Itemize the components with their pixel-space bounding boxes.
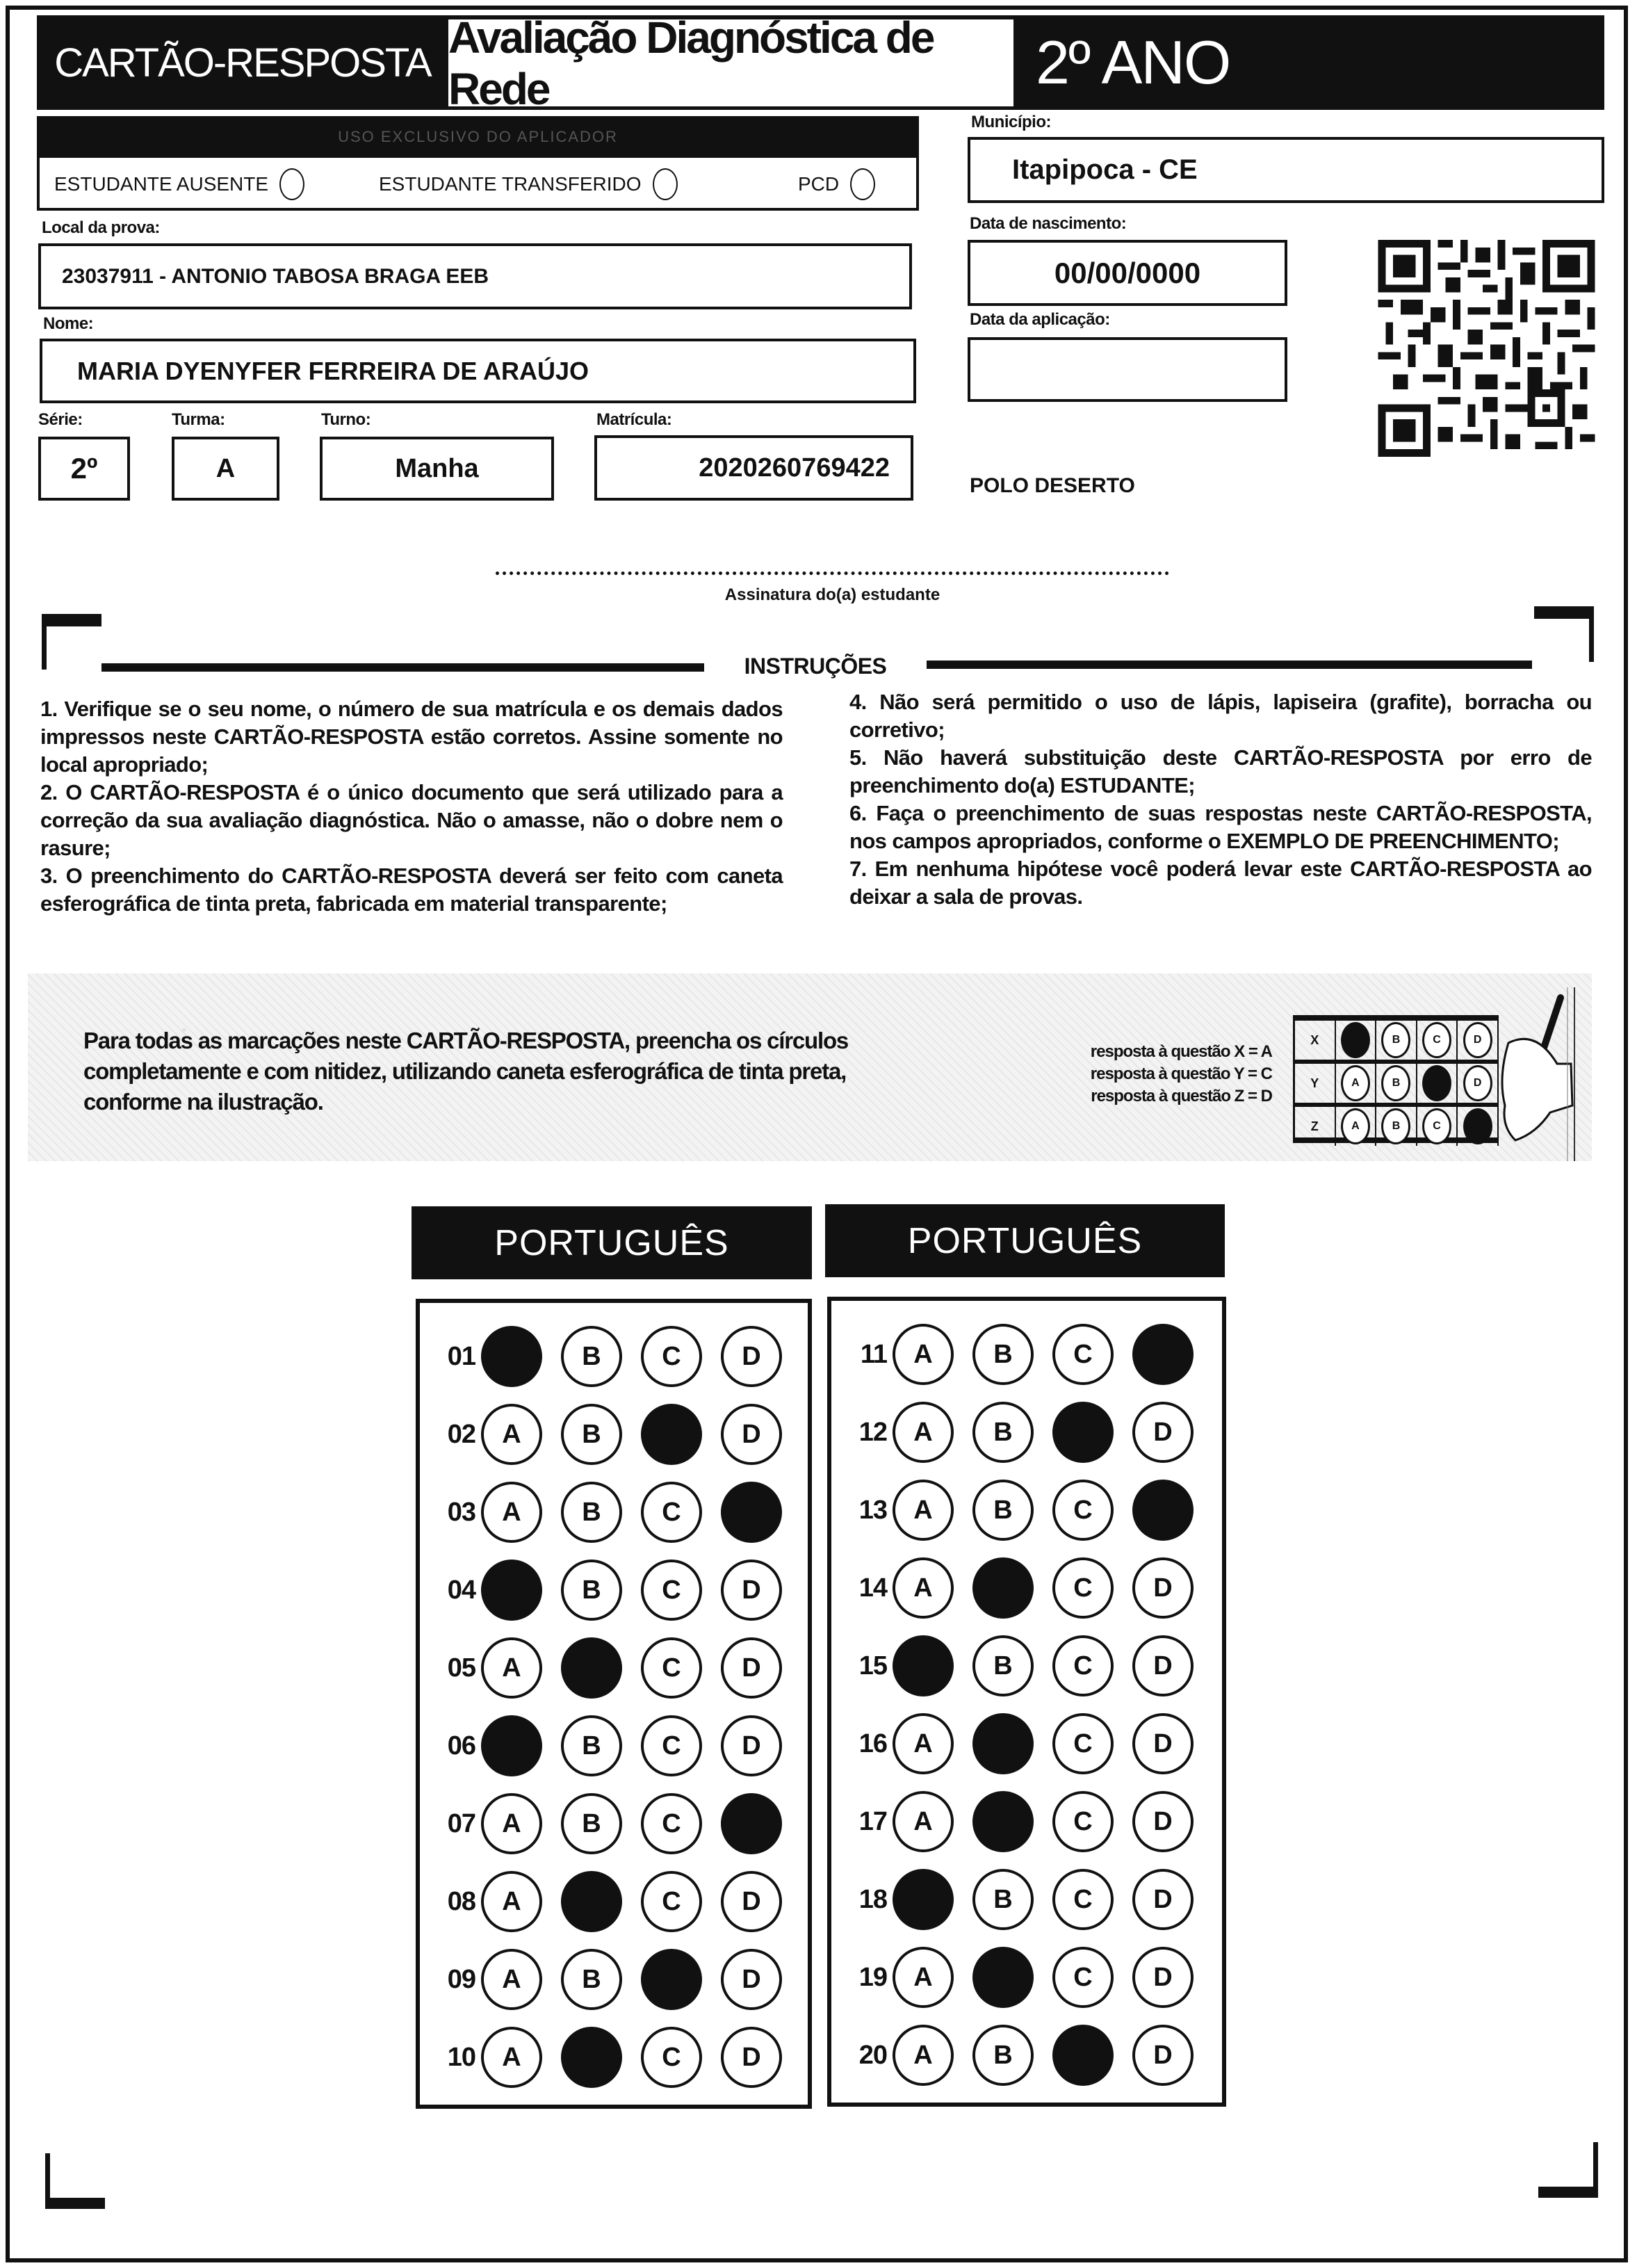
example-row-y: [1295, 1064, 1499, 1107]
instruction-item: 1. Verifique se o seu nome, o número de sua matrícula e os demais dados impressos neste CARTÃO-RESPOSTA estão corretos. Assine somente no local apropriado;: [40, 697, 783, 777]
example-bubble-a-filled: [1341, 1022, 1370, 1058]
answer-bubble-d[interactable]: D: [1132, 1402, 1194, 1463]
example-row-z: [1295, 1107, 1499, 1146]
answer-bubble-d[interactable]: D: [1132, 1869, 1194, 1930]
fill-example-text: Para todas as marcações neste CARTÃO-RESPOSTA, preencha os círculos completamente e com nitidez, utilizando caneta esferográfica de tinta preta, conforme na ilustração.: [83, 1028, 849, 1115]
answer-bubble-c-marked[interactable]: [641, 1404, 702, 1465]
question-number: 01: [447, 1341, 475, 1371]
absent-radio[interactable]: [279, 168, 304, 200]
municipio-label: Município:: [971, 113, 1051, 131]
answer-bubble-d[interactable]: D: [721, 1715, 782, 1776]
question-number: 12: [858, 1417, 887, 1447]
instructions-rule-left: [101, 663, 704, 672]
corner-marker-top-left: [42, 614, 101, 670]
turma-label: Turma:: [172, 410, 225, 429]
question-number: 10: [447, 2042, 475, 2072]
question-row: [844, 1866, 1212, 1933]
question-row: [432, 1635, 801, 1701]
question-row: [432, 1868, 801, 1935]
answer-bubble-d[interactable]: D: [1132, 1791, 1194, 1852]
answer-bubble-c-marked[interactable]: [1052, 2025, 1114, 2086]
question-row: [844, 1321, 1212, 1388]
answer-bubble-b[interactable]: B: [972, 1480, 1034, 1541]
corner-marker-bottom-left: [45, 2153, 105, 2209]
local-prova-field: [38, 243, 912, 309]
answer-bubble-a[interactable]: A: [893, 1324, 954, 1385]
answer-bubble-c[interactable]: C: [641, 1482, 702, 1543]
example-bubble-c: C: [1422, 1108, 1451, 1144]
instruction-item: 5. Não haverá substituição deste CARTÃO-RESPOSTA por erro de preenchimento do(a) ESTUDANTE;: [849, 745, 1592, 797]
question-row: [844, 1633, 1212, 1699]
question-number: 15: [858, 1651, 887, 1680]
answer-bubble-a[interactable]: A: [893, 1402, 954, 1463]
answer-bubble-a[interactable]: A: [481, 1404, 542, 1465]
answer-bubble-c[interactable]: C: [641, 2027, 702, 2088]
answer-bubble-c-marked[interactable]: [1052, 1402, 1114, 1463]
answer-bubble-b[interactable]: B: [972, 2025, 1034, 2086]
answer-bubble-c[interactable]: C: [641, 1326, 702, 1387]
question-row: [844, 2022, 1212, 2089]
matricula-field: [594, 435, 913, 501]
answer-bubble-a[interactable]: A: [893, 1480, 954, 1541]
answer-bubble-a[interactable]: A: [481, 1482, 542, 1543]
answer-bubble-d[interactable]: D: [721, 1404, 782, 1465]
legend-line: resposta à questão Z = D: [1091, 1087, 1272, 1105]
example-row-label: X: [1295, 1021, 1336, 1060]
answer-bubble-d-marked[interactable]: [721, 1482, 782, 1543]
example-bubble-d: D: [1463, 1065, 1492, 1101]
instructions-rule-right: [927, 661, 1532, 669]
turma-field: [172, 437, 279, 501]
turno-label: Turno:: [321, 410, 371, 429]
corner-marker-bottom-right: [1538, 2142, 1598, 2198]
matricula-label: Matrícula:: [596, 410, 672, 429]
answer-bubble-a-marked[interactable]: [481, 1560, 542, 1621]
question-number: 18: [858, 1884, 887, 1914]
corner-marker-top-right: [1534, 606, 1594, 662]
question-row: [432, 1790, 801, 1857]
example-bubble-b: B: [1381, 1022, 1410, 1058]
question-row: [844, 1944, 1212, 2011]
option-pcd[interactable]: [798, 165, 875, 203]
answer-bubble-a[interactable]: A: [481, 2027, 542, 2088]
data-nascimento-value: 00/00/0000: [1054, 256, 1201, 289]
answer-bubble-d[interactable]: D: [721, 1560, 782, 1621]
question-row: [432, 1946, 801, 2013]
question-number: 07: [447, 1808, 475, 1838]
example-bubble-d-filled: [1463, 1108, 1492, 1144]
answer-bubble-b-marked[interactable]: [561, 1871, 622, 1932]
answer-bubble-d-marked[interactable]: [1132, 1324, 1194, 1385]
answer-bubble-b[interactable]: B: [972, 1402, 1034, 1463]
question-row: [432, 2024, 801, 2091]
data-aplicacao-label: Data da aplicação:: [970, 310, 1110, 329]
question-row: [844, 1555, 1212, 1621]
answer-bubble-b[interactable]: B: [561, 1482, 622, 1543]
answer-bubble-d[interactable]: D: [1132, 1557, 1194, 1619]
answer-bubble-a-marked[interactable]: [893, 1635, 954, 1696]
answer-box-right: [827, 1297, 1226, 2107]
answer-bubble-b-marked[interactable]: [972, 1791, 1034, 1852]
answer-bubble-b[interactable]: B: [561, 1326, 622, 1387]
question-row: [432, 1323, 801, 1390]
option-absent[interactable]: [54, 165, 304, 203]
instruction-item: 4. Não será permitido o uso de lápis, lapiseira (grafite), borracha ou corretivo;: [849, 690, 1592, 742]
question-number: 14: [858, 1573, 887, 1603]
question-number: 03: [447, 1497, 475, 1527]
data-aplicacao-field[interactable]: [968, 337, 1287, 402]
answer-bubble-b[interactable]: B: [561, 1404, 622, 1465]
municipio-value: Itapipoca - CE: [1012, 154, 1198, 185]
answer-box-left: [416, 1299, 812, 2109]
question-number: 09: [447, 1964, 475, 1994]
turno-value: Manha: [395, 453, 479, 483]
answer-bubble-d-marked[interactable]: [721, 1793, 782, 1854]
instruction-item: 7. Em nenhuma hipótese você poderá levar este CARTÃO-RESPOSTA ao deixar a sala de provas.: [849, 857, 1592, 909]
answer-bubble-c[interactable]: C: [1052, 1869, 1114, 1930]
question-number: 04: [447, 1575, 475, 1605]
serie-value: 2º: [70, 452, 98, 485]
answer-bubble-a[interactable]: A: [893, 2025, 954, 2086]
question-number: 13: [858, 1495, 887, 1525]
example-bubble-a: A: [1341, 1108, 1370, 1144]
instructions-right-column: [849, 688, 1592, 911]
question-row: [844, 1710, 1212, 1777]
subject-header-right: PORTUGUÊS: [825, 1204, 1225, 1277]
nome-label: Nome:: [43, 314, 94, 333]
instruction-item: 2. O CARTÃO-RESPOSTA é o único documento que será utilizado para a correção da sua avaliação diagnóstica. Não o amasse, não o dobre nem o rasure;: [40, 780, 783, 860]
question-row: [432, 1557, 801, 1623]
answer-bubble-b-marked[interactable]: [972, 1947, 1034, 2008]
example-bubble-b: B: [1381, 1108, 1410, 1144]
answer-bubble-a-marked[interactable]: [481, 1715, 542, 1776]
answer-bubble-d[interactable]: D: [721, 1949, 782, 2010]
answer-bubble-b[interactable]: B: [561, 1793, 622, 1854]
turno-field: [320, 437, 554, 501]
question-number: 17: [858, 1806, 887, 1836]
answer-bubble-b-marked[interactable]: [972, 1713, 1034, 1774]
answer-bubble-a[interactable]: A: [481, 1637, 542, 1699]
answer-bubble-b[interactable]: B: [561, 1949, 622, 2010]
local-prova-value: 23037911 - ANTONIO TABOSA BRAGA EEB: [62, 264, 489, 288]
answer-bubble-a-marked[interactable]: [893, 1869, 954, 1930]
answer-bubble-a[interactable]: A: [893, 1791, 954, 1852]
answer-bubble-d[interactable]: D: [721, 2027, 782, 2088]
option-pcd-label: PCD: [798, 173, 840, 195]
assessment-title: Avaliação Diagnóstica de Rede: [448, 19, 1013, 106]
instructions-title: INSTRUÇÕES: [744, 654, 887, 679]
example-bubble-c: C: [1422, 1022, 1451, 1058]
answer-bubble-b-marked[interactable]: [561, 2027, 622, 2088]
answer-bubble-c[interactable]: C: [641, 1715, 702, 1776]
answer-bubble-c[interactable]: C: [1052, 1791, 1114, 1852]
question-number: 06: [447, 1731, 475, 1760]
answer-bubble-c[interactable]: C: [1052, 1324, 1114, 1385]
answer-bubble-d[interactable]: D: [1132, 2025, 1194, 2086]
answer-bubble-b[interactable]: B: [972, 1869, 1034, 1930]
legend-line: resposta à questão X = A: [1090, 1042, 1272, 1061]
question-row: [844, 1399, 1212, 1466]
signature-label: Assinatura do(a) estudante: [724, 585, 940, 604]
question-row: [432, 1712, 801, 1779]
qr-code-icon: [1378, 240, 1595, 457]
grade-title: 2º ANO: [1036, 28, 1230, 97]
example-row-label: Z: [1295, 1107, 1336, 1146]
question-row: [844, 1477, 1212, 1544]
answer-bubble-b[interactable]: B: [561, 1715, 622, 1776]
serie-field: [38, 437, 130, 501]
example-bubble-c-filled: [1422, 1065, 1451, 1101]
card-title: CARTÃO-RESPOSTA: [54, 40, 431, 86]
answer-bubble-d[interactable]: D: [721, 1637, 782, 1699]
option-transferred[interactable]: [379, 165, 678, 203]
answer-bubble-c[interactable]: C: [1052, 1480, 1114, 1541]
answer-bubble-c[interactable]: C: [641, 1637, 702, 1699]
example-bubble-d: D: [1463, 1022, 1492, 1058]
answer-bubble-b-marked[interactable]: [972, 1557, 1034, 1619]
question-number: 20: [858, 2040, 887, 2070]
answer-bubble-c[interactable]: C: [1052, 1635, 1114, 1696]
answer-bubble-c[interactable]: C: [641, 1560, 702, 1621]
nome-field: [40, 339, 916, 403]
answer-bubble-a[interactable]: A: [893, 1713, 954, 1774]
answer-bubble-c[interactable]: C: [1052, 1947, 1114, 2008]
example-row-x: [1295, 1021, 1499, 1064]
instruction-item: 6. Faça o preenchimento de suas respostas neste CARTÃO-RESPOSTA, nos campos apropriados, conforme o EXEMPLO DE PREENCHIMENTO;: [849, 801, 1592, 853]
question-number: 11: [860, 1339, 887, 1369]
question-row: [844, 1788, 1212, 1855]
answer-bubble-a[interactable]: A: [893, 1947, 954, 2008]
answer-bubble-a[interactable]: A: [481, 1793, 542, 1854]
question-number: 16: [858, 1728, 887, 1758]
nome-value: MARIA DYENYFER FERREIRA DE ARAÚJO: [77, 356, 589, 385]
turma-value: A: [215, 453, 236, 483]
answer-bubble-b[interactable]: B: [561, 1560, 622, 1621]
instruction-item: 3. O preenchimento do CARTÃO-RESPOSTA deverá ser feito com caneta esferográfica de tinta preta, fabricada em material transparente;: [40, 864, 783, 916]
answer-bubble-c[interactable]: C: [641, 1871, 702, 1932]
answer-bubble-c[interactable]: C: [1052, 1557, 1114, 1619]
serie-label: Série:: [38, 410, 83, 429]
answer-bubble-d-marked[interactable]: [1132, 1480, 1194, 1541]
question-number: 08: [447, 1886, 475, 1916]
answer-bubble-c[interactable]: C: [641, 1793, 702, 1854]
answer-bubble-d[interactable]: D: [1132, 1947, 1194, 2008]
answer-bubble-d[interactable]: D: [1132, 1713, 1194, 1774]
signature-line[interactable]: [496, 572, 1169, 575]
pcd-radio[interactable]: [850, 168, 875, 200]
aplicador-title: USO EXCLUSIVO DO APLICADOR: [37, 116, 919, 158]
option-absent-label: ESTUDANTE AUSENTE: [54, 173, 269, 195]
local-prova-label: Local da prova:: [42, 218, 160, 237]
question-row: [432, 1401, 801, 1468]
matricula-value: 2020260769422: [699, 453, 890, 483]
answer-bubble-a[interactable]: A: [481, 1871, 542, 1932]
legend-line: resposta à questão Y = C: [1090, 1064, 1272, 1083]
answer-bubble-a[interactable]: A: [481, 1949, 542, 2010]
answer-bubble-b[interactable]: B: [972, 1635, 1034, 1696]
data-nascimento-label: Data de nascimento:: [970, 214, 1127, 233]
fill-example-legend: [1036, 1041, 1272, 1108]
question-number: 02: [447, 1419, 475, 1449]
fill-example-grid: [1293, 1015, 1499, 1143]
answer-bubble-d[interactable]: D: [721, 1871, 782, 1932]
answer-bubble-a[interactable]: A: [893, 1557, 954, 1619]
data-nascimento-field: [968, 240, 1287, 306]
example-row-label: Y: [1295, 1064, 1336, 1103]
question-number: 19: [858, 1962, 887, 1992]
hand-with-pen-icon: [1495, 987, 1578, 1161]
answer-bubble-b-marked[interactable]: [561, 1637, 622, 1699]
question-row: [432, 1479, 801, 1546]
subject-header-left: PORTUGUÊS: [412, 1206, 812, 1279]
answer-bubble-c-marked[interactable]: [641, 1949, 702, 2010]
instructions-left-column: [40, 695, 783, 918]
answer-bubble-d[interactable]: D: [721, 1326, 782, 1387]
answer-bubble-c[interactable]: C: [1052, 1713, 1114, 1774]
polo-label: POLO DESERTO: [970, 474, 1135, 497]
transferred-radio[interactable]: [653, 168, 678, 200]
answer-bubble-d[interactable]: D: [1132, 1635, 1194, 1696]
example-bubble-a: A: [1341, 1065, 1370, 1101]
municipio-field: [968, 137, 1604, 203]
answer-bubble-a-marked[interactable]: [481, 1326, 542, 1387]
question-number: 05: [447, 1653, 475, 1683]
answer-bubble-b[interactable]: B: [972, 1324, 1034, 1385]
example-bubble-b: B: [1381, 1065, 1410, 1101]
option-transferred-label: ESTUDANTE TRANSFERIDO: [379, 173, 642, 195]
